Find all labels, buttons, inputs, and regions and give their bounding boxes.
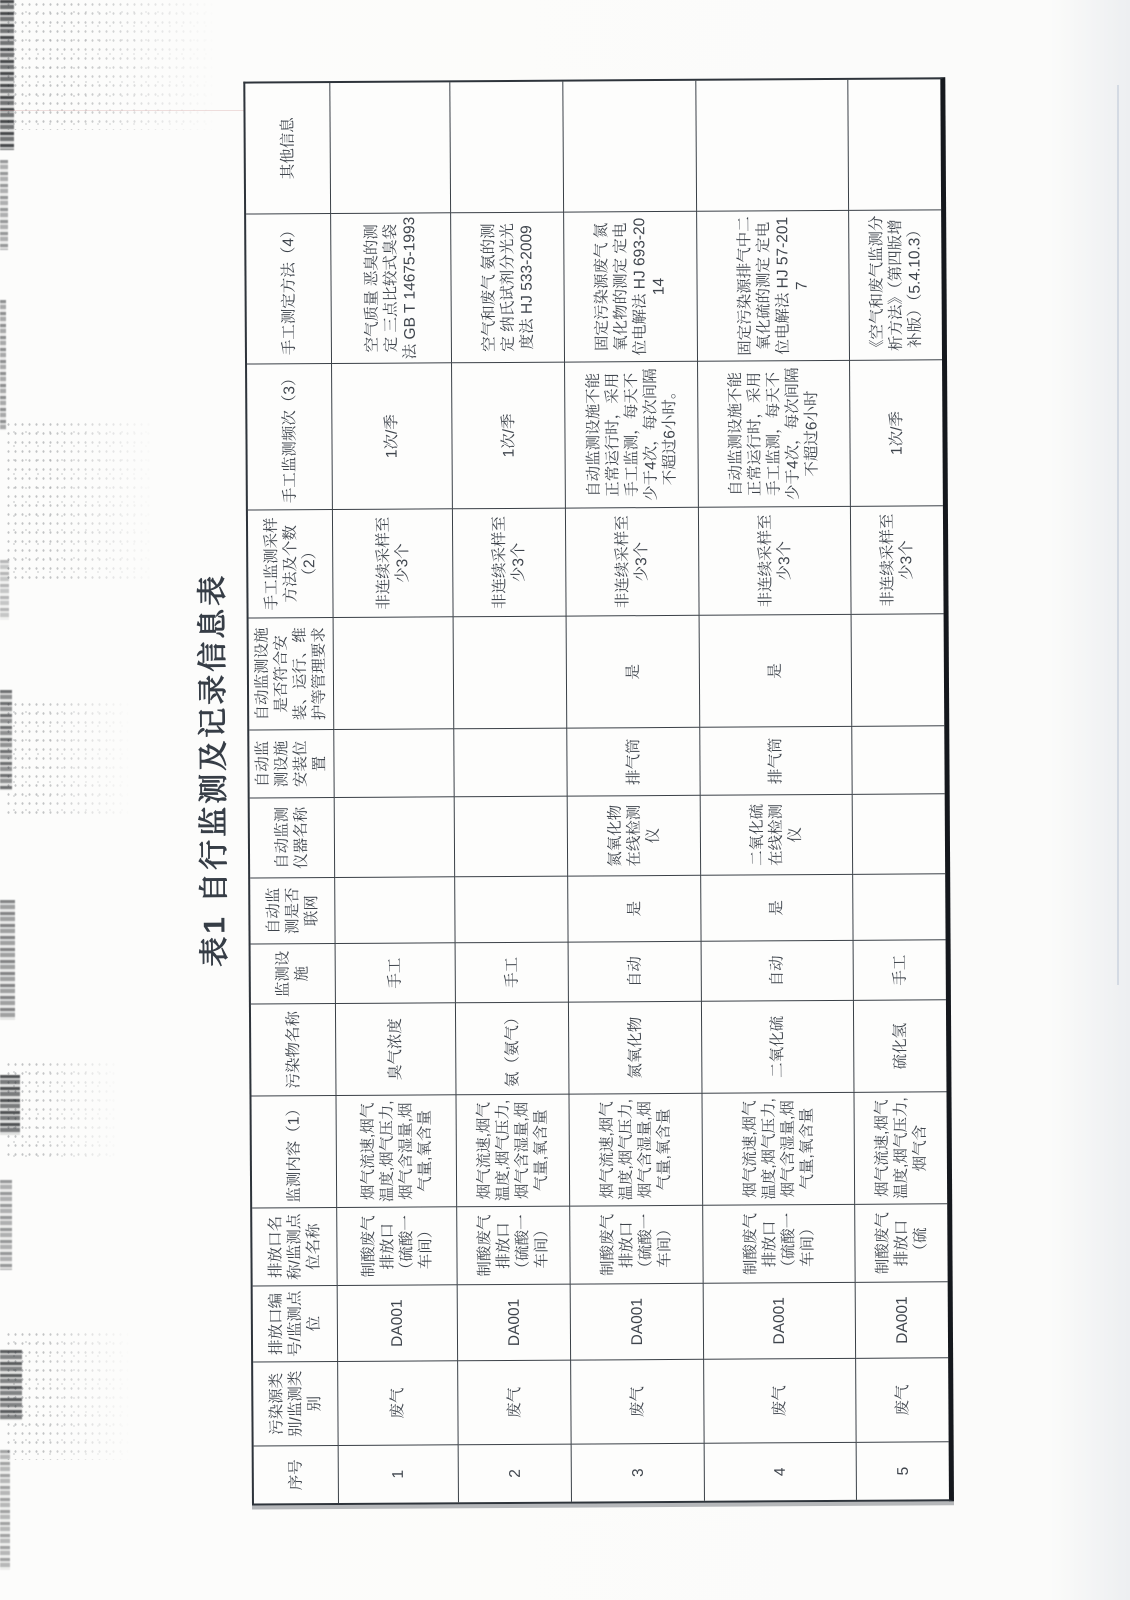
table-cell: 烟气流速,烟气温度,烟气压力,烟气含湿量,烟气量,氧含量 xyxy=(702,1092,855,1205)
column-header-6: 监测设施 xyxy=(251,943,336,1004)
table-cell: 排气筒 xyxy=(567,727,700,796)
scan-artifact xyxy=(0,1180,12,1270)
column-header-5: 污染物名称 xyxy=(251,1003,337,1096)
table-cell: 非连续采样至少3个 xyxy=(566,507,700,616)
column-header-9: 自动监测设施安装位置 xyxy=(249,729,334,798)
table-cell: 是 xyxy=(701,874,853,941)
scan-artifact xyxy=(0,160,8,250)
table-cell: 烟气流速,烟气温度,烟气压力,烟气含 xyxy=(854,1091,947,1204)
table-cell: 空气和废气 氨的测定 纳氏试剂分光光度法 HJ 533-2009 xyxy=(451,212,565,363)
table-cell: 废气 xyxy=(571,1359,705,1444)
table-cell: 制酸废气排放口（硫酸一车间） xyxy=(457,1206,570,1285)
table-cell: 臭气浓度 xyxy=(336,1002,457,1095)
column-header-11: 手工监测采样方法及个数（2） xyxy=(248,509,334,618)
rotated-document xyxy=(169,81,950,1506)
table-cell xyxy=(696,80,849,211)
table-cell: 固定污染源废气 氮氧化物的测定 定电位电解法 HJ 693-2014 xyxy=(564,211,698,362)
table-cell xyxy=(335,876,455,943)
column-header-4: 监测内容（1） xyxy=(251,1095,337,1208)
table-cell: 烟气流速,烟气温度,烟气压力,烟气含湿量,烟气量,氧含量 xyxy=(569,1093,703,1206)
table-cell: DA001 xyxy=(458,1284,571,1361)
table-cell: 2 xyxy=(459,1444,572,1503)
table-cell xyxy=(853,793,945,874)
table-cell: 固定污染源排气中二氧化硫的测定 定电位电解法 HJ 57-2017 xyxy=(697,210,850,361)
table-cell: 是 xyxy=(700,614,853,727)
table-cell: 制酸废气排放口（硫 xyxy=(855,1203,947,1282)
table-cell: 自动 xyxy=(702,940,854,1001)
page-title: 表1 自行监测及记录信息表 xyxy=(196,572,232,967)
table-cell: 排气筒 xyxy=(700,726,852,795)
table-cell: 手工 xyxy=(336,942,456,1003)
table-cell xyxy=(334,728,454,797)
column-header-0: 序号 xyxy=(254,1445,339,1504)
table-cell: 《空气和废气监测分析方法》（第四版增补版）（5.4.10.3） xyxy=(849,209,942,360)
table-cell xyxy=(455,876,568,943)
table-cell xyxy=(450,82,564,213)
table-cell: 自动监测设施不能正常运行时，采用手工监测，每天不少于4次，每次间隔不超过6小时。 xyxy=(565,361,699,508)
table-cell: 制酸废气排放口（硫酸一车间） xyxy=(337,1206,457,1285)
table-cell xyxy=(454,616,568,729)
table-cell xyxy=(852,725,944,794)
table-cell: 手工 xyxy=(456,942,569,1003)
scan-artifact xyxy=(0,300,6,430)
table-cell: 氮氧化物在线检测仪 xyxy=(568,795,701,876)
column-header-7: 自动监测是否联网 xyxy=(250,877,335,944)
table-cell: DA001 xyxy=(856,1281,948,1358)
scan-artifact xyxy=(0,1450,10,1570)
table-cell: 非连续采样至少3个 xyxy=(699,506,852,615)
table-cell: 废气 xyxy=(856,1357,949,1442)
scan-artifact xyxy=(0,900,15,1020)
scan-artifact xyxy=(1117,85,1119,985)
table-cell: 氨（氨气） xyxy=(456,1002,570,1095)
table-cell: 废气 xyxy=(338,1360,459,1445)
table-cell: DA001 xyxy=(338,1284,458,1361)
column-header-2: 排放口编号/监测点位 xyxy=(253,1285,338,1362)
table-cell: 二氧化硫 xyxy=(702,1000,855,1093)
scan-artifact xyxy=(5,420,155,580)
column-header-14: 其他信息 xyxy=(245,83,331,214)
table-cell xyxy=(848,79,941,210)
column-header-13: 手工测定方法（4） xyxy=(246,213,332,364)
table-cell: 是 xyxy=(567,615,701,728)
table-cell: 4 xyxy=(705,1442,857,1501)
table-cell: 废气 xyxy=(704,1358,857,1443)
table-cell: 1 xyxy=(339,1444,459,1503)
table-cell: 是 xyxy=(568,875,701,942)
scan-artifact xyxy=(5,700,130,820)
table-cell: 二氧化硫在线检测仪 xyxy=(701,794,853,875)
scan-artifact xyxy=(5,1060,120,1160)
column-header-12: 手工监测频次（3） xyxy=(247,363,333,510)
table-cell: 氮氧化物 xyxy=(569,1001,703,1094)
table-cell: 5 xyxy=(857,1441,949,1500)
table-cell xyxy=(335,796,455,877)
table-cell xyxy=(330,82,451,213)
table-cell xyxy=(455,796,568,877)
table-cell: 自动 xyxy=(569,941,702,1002)
table-cell xyxy=(563,81,697,212)
table-cell: DA001 xyxy=(571,1283,704,1360)
table-cell: 1次/季 xyxy=(452,362,566,509)
table-cell xyxy=(454,728,567,797)
table-cell: 硫化氢 xyxy=(854,999,947,1092)
column-header-8: 自动监测仪器名称 xyxy=(250,797,335,878)
table-cell xyxy=(853,873,945,940)
table-cell: 制酸废气排放口（硫酸一车间） xyxy=(570,1205,703,1284)
table-cell: 制酸废气排放口（硫酸一车间） xyxy=(703,1204,855,1283)
column-header-3: 排放口名称/监测点位名称 xyxy=(252,1207,337,1286)
table-cell: 1次/季 xyxy=(332,362,453,509)
table-cell: 烟气流速,烟气温度,烟气压力,烟气含湿量,烟气量,氧含量 xyxy=(456,1094,570,1207)
table-cell xyxy=(334,616,455,729)
table-cell: 非连续采样至少3个 xyxy=(333,508,454,617)
table-cell: 3 xyxy=(572,1443,705,1502)
table-cell xyxy=(852,613,945,726)
monitoring-table xyxy=(243,77,954,1505)
table-cell: 1次/季 xyxy=(850,359,943,506)
table-cell: 空气质量 恶臭的测定 三点比较式臭袋法 GB T 14675-1993 xyxy=(331,212,452,363)
table-cell: DA001 xyxy=(704,1282,856,1359)
table-cell: 自动监测设施不能正常运行时，采用手工监测，每天不少于4次，每次间隔不超过6小时 xyxy=(698,360,851,507)
table-cell: 非连续采样至少3个 xyxy=(453,508,567,617)
column-header-10: 自动监测设施是否符合安装、运行、维护等管理要求 xyxy=(249,617,335,730)
column-header-1: 污染源类别/监测类别 xyxy=(253,1361,339,1446)
table-cell: 手工 xyxy=(854,939,946,1000)
scan-artifact xyxy=(5,1330,130,1460)
table-cell: 非连续采样至少3个 xyxy=(851,505,944,614)
table-cell: 烟气流速,烟气温度,烟气压力,烟气含湿量,烟气量,氧含量 xyxy=(336,1094,457,1207)
table-cell: 废气 xyxy=(458,1360,572,1445)
